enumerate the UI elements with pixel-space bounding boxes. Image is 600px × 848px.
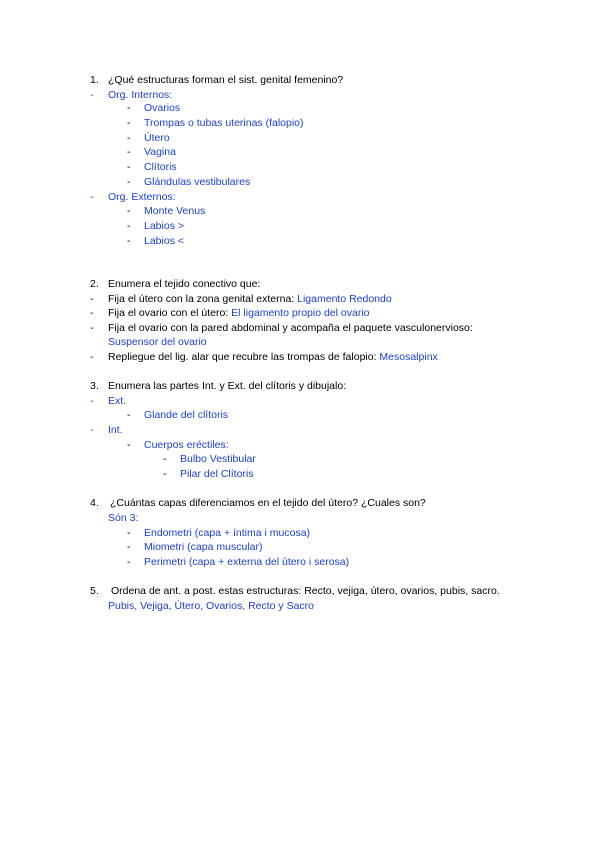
list-item: Glande del clítoris	[144, 409, 229, 421]
dash: -	[127, 102, 131, 114]
q5-number: 5.	[90, 585, 99, 597]
list-item: Ovarios	[144, 102, 181, 114]
dash: -	[90, 307, 94, 319]
q3-number: 3.	[90, 380, 99, 392]
q2-item-answer: Ligamento Redondo	[297, 293, 392, 305]
q2-item-text: Repliegue del lig. alar que recubre las trompas de falopio:	[108, 351, 380, 363]
dash: -	[90, 293, 94, 305]
q2-item-answer: Mesosalpinx	[379, 351, 438, 363]
dash: -	[90, 395, 94, 407]
q3-question: Enumera las partes Int. y Ext. del clítoris y dibujalo:	[108, 380, 347, 392]
list-item: Bulbo Vestibular	[180, 453, 256, 465]
list-item: Labios >	[144, 220, 184, 232]
q2-item-text: Fija el ovario con el útero:	[108, 307, 232, 319]
dash: -	[90, 424, 94, 436]
q2-number: 2.	[90, 278, 99, 290]
list-item: Monte Venus	[144, 205, 206, 217]
dash: -	[90, 322, 94, 334]
dash: -	[163, 468, 167, 480]
list-item: Miometri (capa muscular)	[144, 541, 263, 553]
dash: -	[127, 235, 131, 247]
list-item: Trompas o tubas uterinas (falopio)	[144, 117, 304, 129]
dash: -	[90, 89, 94, 101]
dash: -	[127, 161, 131, 173]
list-item: Glándulas vestibulares	[144, 176, 251, 188]
q1-number: 1.	[90, 74, 99, 86]
dash: -	[127, 146, 131, 158]
list-item: Cuerpos eréctiles:	[144, 439, 229, 451]
q3-ext-label: Ext.	[108, 395, 127, 407]
q2-item-answer: El ligamento propio del ovario	[231, 307, 370, 319]
dash: -	[127, 220, 131, 232]
q2-item	[108, 292, 392, 306]
list-item: Perimetri (capa + externa del útero i serosa)	[144, 556, 350, 568]
q4-answer-label: Són 3:	[108, 512, 139, 524]
list-item: Clítoris	[144, 161, 177, 173]
dash: -	[127, 176, 131, 188]
q1-internos-label: Org. Internos:	[108, 89, 173, 101]
dash: -	[90, 351, 94, 363]
q3-int-label: Int.	[108, 424, 123, 436]
q2-question: Enumera el tejido conectivo que:	[108, 278, 261, 290]
q2-item-answer: Suspensor del ovario	[108, 336, 207, 348]
list-item: Labios <	[144, 235, 184, 247]
q2-item	[108, 306, 370, 320]
dash: -	[127, 132, 131, 144]
list-item: Útero	[144, 132, 170, 144]
dash: -	[163, 453, 167, 465]
q2-item-text: Fija el útero con la zona genital externa:	[108, 293, 298, 305]
dash: -	[127, 117, 131, 129]
q1-question: ¿Qué estructuras forman el sist. genital femenino?	[108, 74, 344, 86]
dash: -	[127, 527, 131, 539]
q2-item-text: Fija el ovario con la pared abdominal y acompaña el paquete vasculonervioso:	[108, 322, 473, 334]
list-item: Pilar del Clítoris	[180, 468, 254, 480]
list-item: Endometri (capa + íntima i mucosa)	[144, 527, 311, 539]
q5-question: Ordena de ant. a post. estas estructuras: Recto, vejiga, útero, ovarios, pubis, sacro.	[111, 585, 500, 597]
dash: -	[90, 191, 94, 203]
dash: -	[127, 409, 131, 421]
dash: -	[127, 439, 131, 451]
q2-item	[108, 350, 438, 364]
q5-answer: Pubis, Vejiga, Útero, Ovarios, Recto y Sacro	[108, 600, 315, 612]
q4-question: ¿Cuántas capas diferenciamos en el tejido del útero? ¿Cuales son?	[110, 497, 426, 509]
list-item: Vagina	[144, 146, 176, 158]
dash: -	[127, 556, 131, 568]
q4-number: 4.	[90, 497, 99, 509]
dash: -	[127, 205, 131, 217]
dash: -	[127, 541, 131, 553]
q1-externos-label: Org. Externos:	[108, 191, 176, 203]
